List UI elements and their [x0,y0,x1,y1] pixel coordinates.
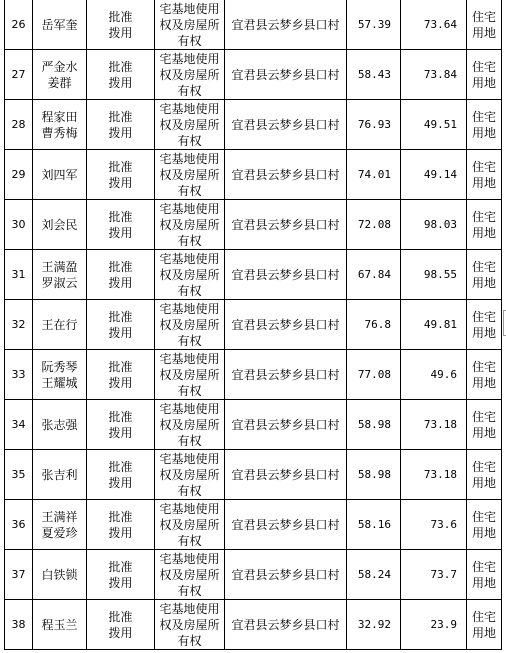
area-a-cell: 77.08 [347,350,401,400]
table-row [5,100,502,150]
holder-name-cell: 白铁锁 [33,550,87,600]
row-number: 27 [5,50,33,100]
area-a-cell: 76.93 [347,100,401,150]
land-use-cell: 住宅 用地 [467,600,502,650]
holder-name-cell: 阮秀琴 王耀城 [33,350,87,400]
area-a-cell: 58.98 [347,450,401,500]
right-type-cell: 宅基地使用 权及房屋所 有权 [155,50,225,100]
approval-cell: 批准 拨用 [87,200,155,250]
land-use-cell: 住宅 用地 [467,150,502,200]
approval-cell: 批准 拨用 [87,0,155,50]
area-a-cell: 58.43 [347,50,401,100]
area-b-cell: 73.7 [401,550,467,600]
location-cell: 宜君县云梦乡县口村 [225,450,347,500]
area-a-cell: 32.92 [347,600,401,650]
approval-cell: 批准 拨用 [87,150,155,200]
table-row [5,300,502,350]
row-number: 26 [5,0,33,50]
right-type-cell: 宅基地使用 权及房屋所 有权 [155,350,225,400]
location-cell: 宜君县云梦乡县口村 [225,250,347,300]
right-type-cell: 宅基地使用 权及房屋所 有权 [155,250,225,300]
row-number: 30 [5,200,33,250]
right-type-cell: 宅基地使用 权及房屋所 有权 [155,200,225,250]
area-b-cell: 98.03 [401,200,467,250]
location-cell: 宜君县云梦乡县口村 [225,500,347,550]
row-number: 38 [5,600,33,650]
approval-cell: 批准 拨用 [87,450,155,500]
location-cell: 宜君县云梦乡县口村 [225,550,347,600]
holder-name-cell: 程家田 曹秀梅 [33,100,87,150]
right-type-cell: 宅基地使用 权及房屋所 有权 [155,550,225,600]
right-type-cell: 宅基地使用 权及房屋所 有权 [155,150,225,200]
land-use-cell: 住宅 用地 [467,500,502,550]
location-cell: 宜君县云梦乡县口村 [225,600,347,650]
location-cell: 宜君县云梦乡县口村 [225,100,347,150]
area-b-cell: 73.84 [401,50,467,100]
table-row [5,150,502,200]
land-use-cell: 住宅 用地 [467,450,502,500]
holder-name-cell: 刘四军 [33,150,87,200]
area-b-cell: 98.55 [401,250,467,300]
location-cell: 宜君县云梦乡县口村 [225,200,347,250]
holder-name-cell: 程玉兰 [33,600,87,650]
land-use-cell: 住宅 用地 [467,550,502,600]
holder-name-cell: 岳军奎 [33,0,87,50]
area-b-cell: 73.6 [401,500,467,550]
right-type-cell: 宅基地使用 权及房屋所 有权 [155,300,225,350]
row-number: 31 [5,250,33,300]
location-cell: 宜君县云梦乡县口村 [225,300,347,350]
land-use-cell: 住宅 用地 [467,50,502,100]
land-use-cell: 住宅 用地 [467,400,502,450]
right-type-cell: 宅基地使用 权及房屋所 有权 [155,100,225,150]
holder-name-cell: 王满祥 夏爱珍 [33,500,87,550]
table-row [5,400,502,450]
row-number: 33 [5,350,33,400]
area-b-cell: 23.9 [401,600,467,650]
row-number: 29 [5,150,33,200]
area-a-cell: 58.16 [347,500,401,550]
land-registration-table [4,0,502,650]
location-cell: 宜君县云梦乡县口村 [225,350,347,400]
row-number: 37 [5,550,33,600]
land-use-cell: 住宅 用地 [467,300,502,350]
table-row [5,50,502,100]
area-a-cell: 72.08 [347,200,401,250]
table-row [5,350,502,400]
land-use-cell: 住宅 用地 [467,250,502,300]
holder-name-cell: 王在行 [33,300,87,350]
row-number: 35 [5,450,33,500]
right-type-cell: 宅基地使用 权及房屋所 有权 [155,450,225,500]
holder-name-cell: 张志强 [33,400,87,450]
table-row [5,550,502,600]
row-number: 32 [5,300,33,350]
land-use-cell: 住宅 用地 [467,0,502,50]
approval-cell: 批准 拨用 [87,100,155,150]
holder-name-cell: 刘会民 [33,200,87,250]
area-a-cell: 76.8 [347,300,401,350]
approval-cell: 批准 拨用 [87,350,155,400]
table-row [5,250,502,300]
area-b-cell: 49.51 [401,100,467,150]
area-b-cell: 49.14 [401,150,467,200]
location-cell: 宜君县云梦乡县口村 [225,50,347,100]
row-number: 34 [5,400,33,450]
row-number: 28 [5,100,33,150]
table-row [5,450,502,500]
area-b-cell: 49.6 [401,350,467,400]
area-b-cell: 73.18 [401,400,467,450]
approval-cell: 批准 拨用 [87,400,155,450]
area-a-cell: 67.84 [347,250,401,300]
location-cell: 宜君县云梦乡县口村 [225,400,347,450]
table-row [5,0,502,50]
holder-name-cell: 严金水 姜群 [33,50,87,100]
table-body [5,0,502,650]
right-type-cell: 宅基地使用 权及房屋所 有权 [155,0,225,50]
approval-cell: 批准 拨用 [87,500,155,550]
approval-cell: 批准 拨用 [87,300,155,350]
table-row [5,200,502,250]
table-row [5,500,502,550]
location-cell: 宜君县云梦乡县口村 [225,0,347,50]
area-a-cell: 74.01 [347,150,401,200]
table-row [5,600,502,650]
approval-cell: 批准 拨用 [87,50,155,100]
area-b-cell: 73.18 [401,450,467,500]
land-use-cell: 住宅 用地 [467,350,502,400]
holder-name-cell: 王满盈 罗淑云 [33,250,87,300]
right-type-cell: 宅基地使用 权及房屋所 有权 [155,500,225,550]
approval-cell: 批准 拨用 [87,600,155,650]
holder-name-cell: 张吉利 [33,450,87,500]
right-type-cell: 宅基地使用 权及房屋所 有权 [155,400,225,450]
area-b-cell: 49.81 [401,300,467,350]
row-number: 36 [5,500,33,550]
area-b-cell: 73.64 [401,0,467,50]
area-a-cell: 57.39 [347,0,401,50]
land-use-cell: 住宅 用地 [467,200,502,250]
approval-cell: 批准 拨用 [87,250,155,300]
area-a-cell: 58.24 [347,550,401,600]
approval-cell: 批准 拨用 [87,550,155,600]
location-cell: 宜君县云梦乡县口村 [225,150,347,200]
area-a-cell: 58.98 [347,400,401,450]
land-use-cell: 住宅 用地 [467,100,502,150]
right-type-cell: 宅基地使用 权及房屋所 有权 [155,600,225,650]
